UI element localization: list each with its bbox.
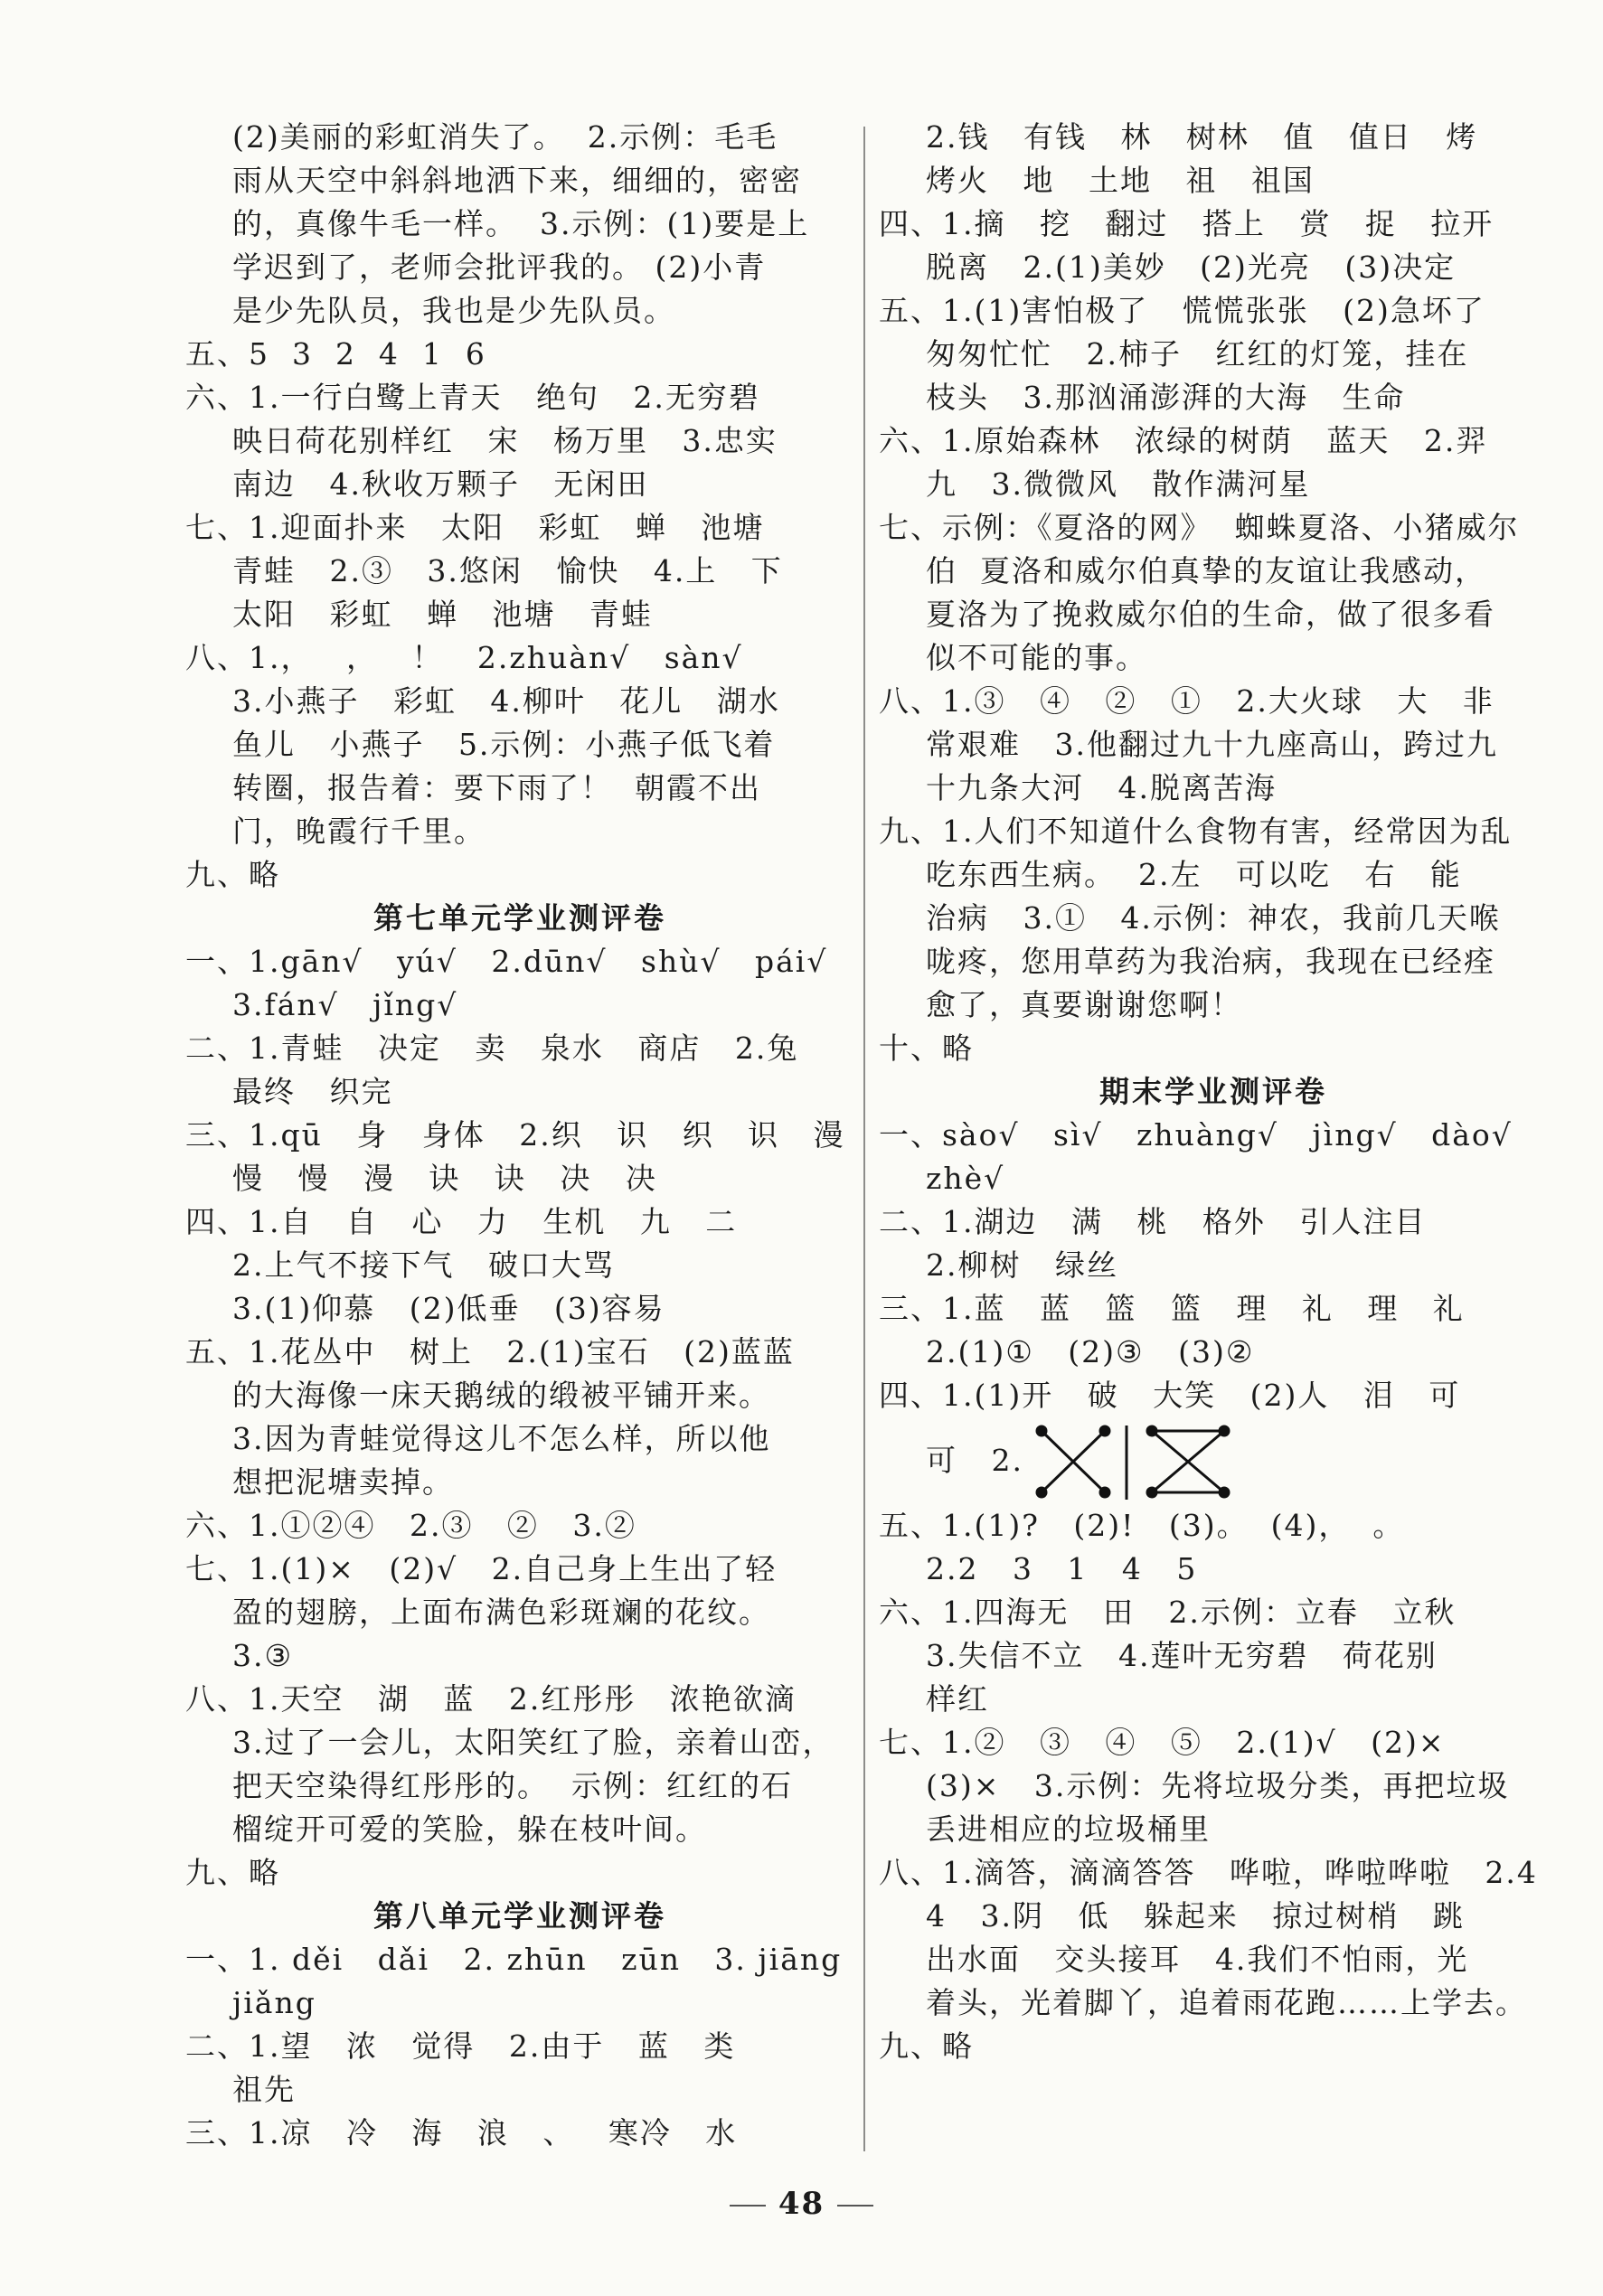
answer-text: 期末学业测评卷 bbox=[1099, 1074, 1327, 1109]
answer-line bbox=[185, 1331, 854, 1374]
answer-line bbox=[879, 1027, 1548, 1070]
answer-text: 门，晚霞行千里。 bbox=[232, 814, 486, 849]
answer-text: 2.柳树 绿丝 bbox=[926, 1247, 1118, 1283]
answer-line bbox=[185, 376, 854, 419]
answer-line bbox=[185, 550, 854, 593]
answer-line bbox=[879, 376, 1548, 419]
answer-text: 四、1.(1)开 破 大笑 (2)人 泪 可 bbox=[879, 1378, 1461, 1413]
answer-line bbox=[185, 1200, 854, 1244]
answer-line bbox=[185, 116, 854, 159]
answer-text: 四、1.摘 挖 翻过 搭上 赏 捉 拉开 bbox=[879, 206, 1495, 241]
answer-text: 七、1.② ③ ④ ⑤ 2.(1)√ (2)× bbox=[879, 1725, 1446, 1760]
answer-line bbox=[185, 1591, 854, 1634]
answer-text: zhè√ bbox=[926, 1161, 1005, 1196]
answer-line bbox=[185, 853, 854, 897]
answer-line bbox=[185, 1070, 854, 1114]
answer-line bbox=[185, 810, 854, 853]
answer-text: 榴绽开可爱的笑脸，躲在枝叶间。 bbox=[232, 1811, 707, 1847]
answer-text: 3.小燕子 彩虹 4.柳叶 花儿 湖水 bbox=[232, 683, 780, 719]
answer-text: 八、1.， ， ！ 2.zhuàn√ sàn√ bbox=[185, 640, 743, 675]
answer-text: 太阳 彩虹 蝉 池塘 青蛙 bbox=[232, 597, 653, 632]
right-column bbox=[879, 116, 1548, 2068]
answer-line bbox=[185, 1938, 854, 1981]
answer-text: 一、sào√ sì√ zhuàng√ jìng√ dào√ bbox=[879, 1117, 1513, 1153]
answer-text: 3.fán√ jǐng√ bbox=[232, 987, 458, 1022]
answer-line bbox=[185, 1808, 854, 1851]
answer-text: 丢进相应的垃圾桶里 bbox=[926, 1811, 1211, 1847]
answer-line bbox=[185, 593, 854, 636]
answer-text: 咙疼，您用草药为我治病，我现在已经痊 bbox=[926, 944, 1495, 979]
answer-text: 三、1.qū 身 身体 2.织 识 织 识 漫 bbox=[185, 1117, 845, 1153]
answer-text: 伯 夏洛和威尔伯真挚的友谊让我感动， bbox=[926, 553, 1486, 588]
answer-line bbox=[185, 2025, 854, 2068]
answer-text: 3.因为青蛙觉得这儿不怎么样，所以他 bbox=[232, 1421, 771, 1456]
answer-text: 十、略 bbox=[879, 1030, 974, 1066]
answer-line bbox=[185, 1548, 854, 1591]
answer-line bbox=[879, 983, 1548, 1027]
answer-text: 一、1. děi dǎi 2. zhūn zūn 3. jiāng bbox=[185, 1942, 843, 1977]
answer-line bbox=[185, 1504, 854, 1548]
answer-line bbox=[185, 723, 854, 767]
column-divider bbox=[863, 127, 865, 2151]
answer-line bbox=[185, 1634, 854, 1678]
answer-line bbox=[879, 506, 1548, 550]
answer-text: 南边 4.秋收万颗子 无闲田 bbox=[232, 466, 649, 502]
answer-text: 一、1.gān√ yú√ 2.dūn√ shù√ pái√ bbox=[185, 944, 828, 979]
answer-line bbox=[879, 1678, 1548, 1721]
answer-line bbox=[879, 116, 1548, 159]
answer-text: 3.过了一会儿，太阳笑红了脸，亲着山峦， bbox=[232, 1725, 835, 1760]
answer-line bbox=[879, 1200, 1548, 1244]
answer-text: 五、1.花丛中 树上 2.(1)宝石 (2)蓝蓝 bbox=[185, 1334, 795, 1369]
answer-text: 五、1.(1)? (2)! (3)。 (4)， 。 bbox=[879, 1508, 1405, 1543]
answer-text: 盈的翅膀，上面布满色彩斑斓的花纹。 bbox=[232, 1595, 770, 1630]
answer-text: 二、1.望 浓 觉得 2.由于 蓝 类 bbox=[185, 2028, 736, 2064]
answer-text: 七、1.迎面扑来 太阳 彩虹 蝉 池塘 bbox=[185, 510, 765, 545]
answer-line bbox=[185, 1678, 854, 1721]
answer-line bbox=[185, 983, 854, 1027]
answer-line bbox=[185, 202, 854, 246]
answer-line bbox=[185, 1374, 854, 1417]
answer-line bbox=[185, 463, 854, 506]
answer-text: 二、1.湖边 满 桃 格外 引人注目 bbox=[879, 1204, 1427, 1239]
answer-line bbox=[879, 853, 1548, 897]
answer-text: 五、1.(1)害怕极了 慌慌张张 (2)急坏了 bbox=[879, 293, 1485, 328]
answer-text: 八、1.③ ④ ② ① 2.大火球 大 非 bbox=[879, 683, 1495, 719]
answer-text: 想把泥塘卖掉。 bbox=[232, 1464, 454, 1500]
answer-text: 4 3.阴 低 躲起来 掠过树梢 跳 bbox=[926, 1898, 1465, 1934]
answer-text: 六、1.①②④ 2.③ ② 3.② bbox=[185, 1508, 636, 1543]
answer-text: 可 2. bbox=[926, 1443, 1023, 1478]
answer-line bbox=[879, 550, 1548, 593]
answer-line bbox=[185, 1981, 854, 2025]
answer-text: 七、示例：《夏洛的网》 蜘蛛夏洛、小猪威尔 bbox=[879, 510, 1520, 545]
answer-line bbox=[185, 940, 854, 983]
answer-text: 四、1.自 自 心 力 生机 九 二 bbox=[185, 1204, 738, 1239]
answer-line bbox=[185, 636, 854, 680]
answer-line bbox=[185, 1287, 854, 1331]
answer-text: 夏洛为了挽救威尔伯的生命，做了很多看 bbox=[926, 597, 1495, 632]
answer-line bbox=[879, 1981, 1548, 2025]
answer-line bbox=[185, 2112, 854, 2155]
answer-line bbox=[879, 680, 1548, 723]
answer-line bbox=[879, 246, 1548, 289]
answer-line bbox=[879, 593, 1548, 636]
answer-text: 的大海像一床天鹅绒的缎被平铺开来。 bbox=[232, 1378, 770, 1413]
answer-line bbox=[879, 1808, 1548, 1851]
answer-text: 第七单元学业测评卷 bbox=[373, 900, 666, 936]
answer-text: 着头，光着脚丫，追着雨花跑……上学去。 bbox=[926, 1985, 1527, 2020]
answer-text: 七、1.(1)× (2)√ 2.自己身上生出了轻 bbox=[185, 1551, 778, 1586]
answer-text: 常艰难 3.他翻过九十九座高山，跨过九 bbox=[926, 727, 1498, 762]
answer-text: 3.失信不立 4.莲叶无穷碧 荷花别 bbox=[926, 1638, 1438, 1673]
answer-text: 青蛙 2.③ 3.悠闲 愉快 4.上 下 bbox=[232, 553, 783, 588]
answer-line bbox=[879, 1504, 1548, 1548]
answer-text: jiǎng bbox=[232, 1985, 316, 2020]
answer-text: 六、1.四海无 田 2.示例：立春 立秋 bbox=[879, 1595, 1457, 1630]
answer-line bbox=[879, 1851, 1548, 1895]
section-heading bbox=[185, 1895, 854, 1938]
answer-text: 九、1.人们不知道什么食物有害，经常因为乱 bbox=[879, 814, 1513, 849]
answer-line bbox=[879, 810, 1548, 853]
answer-line bbox=[879, 333, 1548, 376]
page-number: 48 bbox=[778, 2186, 825, 2222]
answer-text: 的，真像牛毛一样。 3.示例：(1)要是上 bbox=[232, 206, 810, 241]
answer-text: 烤火 地 土地 祖 祖国 bbox=[926, 163, 1315, 198]
answer-line bbox=[879, 289, 1548, 333]
answer-text: 吃东西生病。 2.左 可以吃 右 能 bbox=[926, 857, 1462, 892]
answer-text: 3.③ bbox=[232, 1638, 294, 1673]
answer-line bbox=[185, 289, 854, 333]
answer-text: 2.2 3 1 4 5 bbox=[926, 1551, 1198, 1586]
section-heading bbox=[879, 1070, 1548, 1114]
left-column bbox=[185, 116, 854, 2155]
answer-line bbox=[879, 1721, 1548, 1764]
answer-text: 最终 织完 bbox=[232, 1074, 393, 1109]
answer-line bbox=[879, 1287, 1548, 1331]
answer-line bbox=[185, 246, 854, 289]
answer-text: 祖先 bbox=[232, 2072, 296, 2107]
answer-text: 鱼儿 小燕子 5.示例：小燕子低飞着 bbox=[232, 727, 776, 762]
answer-text: 六、1.原始森林 浓绿的树荫 蓝天 2.羿 bbox=[879, 423, 1488, 458]
section-heading bbox=[185, 897, 854, 940]
answer-text: 九 3.微微风 散作满河星 bbox=[926, 466, 1311, 502]
footer-dash-right bbox=[837, 2205, 873, 2207]
answer-text: 脱离 2.(1)美妙 (2)光亮 (3)决定 bbox=[926, 249, 1457, 285]
answer-text: 三、1.凉 冷 海 浪 、 寒冷 水 bbox=[185, 2115, 738, 2150]
answer-line bbox=[185, 767, 854, 810]
answer-line bbox=[879, 1157, 1548, 1200]
answer-text: 第八单元学业测评卷 bbox=[373, 1898, 666, 1934]
answer-text: 十九条大河 4.脱离苦海 bbox=[926, 770, 1277, 805]
answer-line bbox=[879, 636, 1548, 680]
answer-text: 九、略 bbox=[185, 857, 280, 892]
answer-text: 2.上气不接下气 破口大骂 bbox=[232, 1247, 615, 1283]
answer-line bbox=[879, 723, 1548, 767]
answer-line bbox=[879, 1938, 1548, 1981]
answer-line bbox=[879, 1634, 1548, 1678]
answer-line bbox=[185, 1851, 854, 1895]
answer-text: 九、略 bbox=[879, 2028, 974, 2064]
answer-text: 愈了，真要谢谢您啊！ bbox=[926, 987, 1242, 1022]
answer-text: 学迟到了，老师会批评我的。 (2)小青 bbox=[232, 249, 767, 285]
answer-text: (3)× 3.示例：先将垃圾分类，再把垃圾 bbox=[926, 1768, 1510, 1803]
answer-text: 八、1.天空 湖 蓝 2.红彤彤 浓艳欲滴 bbox=[185, 1681, 797, 1717]
answer-text: (2)美丽的彩虹消失了。 2.示例：毛毛 bbox=[232, 119, 778, 155]
answer-line bbox=[879, 897, 1548, 940]
answer-line bbox=[879, 159, 1548, 202]
answer-line bbox=[185, 2068, 854, 2112]
answer-line bbox=[879, 1764, 1548, 1808]
answer-text: 样红 bbox=[926, 1681, 989, 1717]
answer-text: 把天空染得红彤彤的。 示例：红红的石 bbox=[232, 1768, 793, 1803]
answer-line bbox=[879, 1374, 1548, 1417]
answer-line bbox=[185, 1157, 854, 1200]
answer-line bbox=[879, 2025, 1548, 2068]
answer-text: 治病 3.① 4.示例：神农，我前几天喉 bbox=[926, 900, 1501, 936]
answer-line bbox=[185, 680, 854, 723]
answer-text: 2.(1)① (2)③ (3)② bbox=[926, 1334, 1255, 1369]
answer-text: 九、略 bbox=[185, 1855, 280, 1890]
answer-line bbox=[879, 1244, 1548, 1287]
answer-line bbox=[879, 1114, 1548, 1157]
answer-line bbox=[879, 463, 1548, 506]
answer-text: 映日荷花别样红 宋 杨万里 3.忠实 bbox=[232, 423, 778, 458]
answer-text: 似不可能的事。 bbox=[926, 640, 1147, 675]
answer-text: 枝头 3.那汹涌澎湃的大海 生命 bbox=[926, 380, 1406, 415]
answer-line bbox=[879, 1548, 1548, 1591]
answer-text: 雨从天空中斜斜地洒下来，细细的，密密 bbox=[232, 163, 802, 198]
answer-text: 是少先队员，我也是少先队员。 bbox=[232, 293, 675, 328]
footer-dash-left bbox=[730, 2205, 766, 2207]
answer-line bbox=[185, 1114, 854, 1157]
answer-line bbox=[879, 202, 1548, 246]
answer-line bbox=[879, 767, 1548, 810]
answer-line bbox=[879, 1417, 1548, 1504]
answer-text: 2.钱 有钱 林 树林 值 值日 烤 bbox=[926, 119, 1478, 155]
answer-line bbox=[185, 1417, 854, 1461]
answer-line bbox=[185, 1764, 854, 1808]
answer-text: 六、1.一行白鹭上青天 绝句 2.无穷碧 bbox=[185, 380, 760, 415]
answer-line bbox=[879, 1895, 1548, 1938]
answer-line bbox=[185, 159, 854, 202]
answer-line bbox=[185, 333, 854, 376]
answer-line bbox=[185, 1721, 854, 1764]
answer-line bbox=[185, 506, 854, 550]
page-footer bbox=[0, 2186, 1603, 2222]
answer-text: 3.(1)仰慕 (2)低垂 (3)容易 bbox=[232, 1291, 665, 1326]
answer-text: 匆匆忙忙 2.柿子 红红的灯笼，挂在 bbox=[926, 336, 1469, 372]
answer-line bbox=[879, 419, 1548, 463]
answer-line bbox=[185, 419, 854, 463]
answer-text: 五、5 3 2 4 1 6 bbox=[185, 336, 486, 372]
answer-text: 出水面 交头接耳 4.我们不怕雨，光 bbox=[926, 1942, 1469, 1977]
answer-text: 二、1.青蛙 决定 卖 泉水 商店 2.兔 bbox=[185, 1030, 799, 1066]
answer-line bbox=[185, 1461, 854, 1504]
answer-line bbox=[185, 1244, 854, 1287]
answer-text: 转圈，报告着：要下雨了！ 朝霞不出 bbox=[232, 770, 761, 805]
answer-line bbox=[185, 1027, 854, 1070]
answer-text: 慢 慢 漫 诀 诀 决 决 bbox=[232, 1161, 657, 1196]
answer-line bbox=[879, 1331, 1548, 1374]
matching-lines-figure bbox=[1033, 1422, 1259, 1503]
answer-line bbox=[879, 1591, 1548, 1634]
answer-text: 三、1.蓝 蓝 篮 篮 理 礼 理 礼 bbox=[879, 1291, 1465, 1326]
answer-text: 八、1.滴答，滴滴答答 哗啦，哗啦哗啦 2.4 bbox=[879, 1855, 1538, 1890]
answer-line bbox=[879, 940, 1548, 983]
